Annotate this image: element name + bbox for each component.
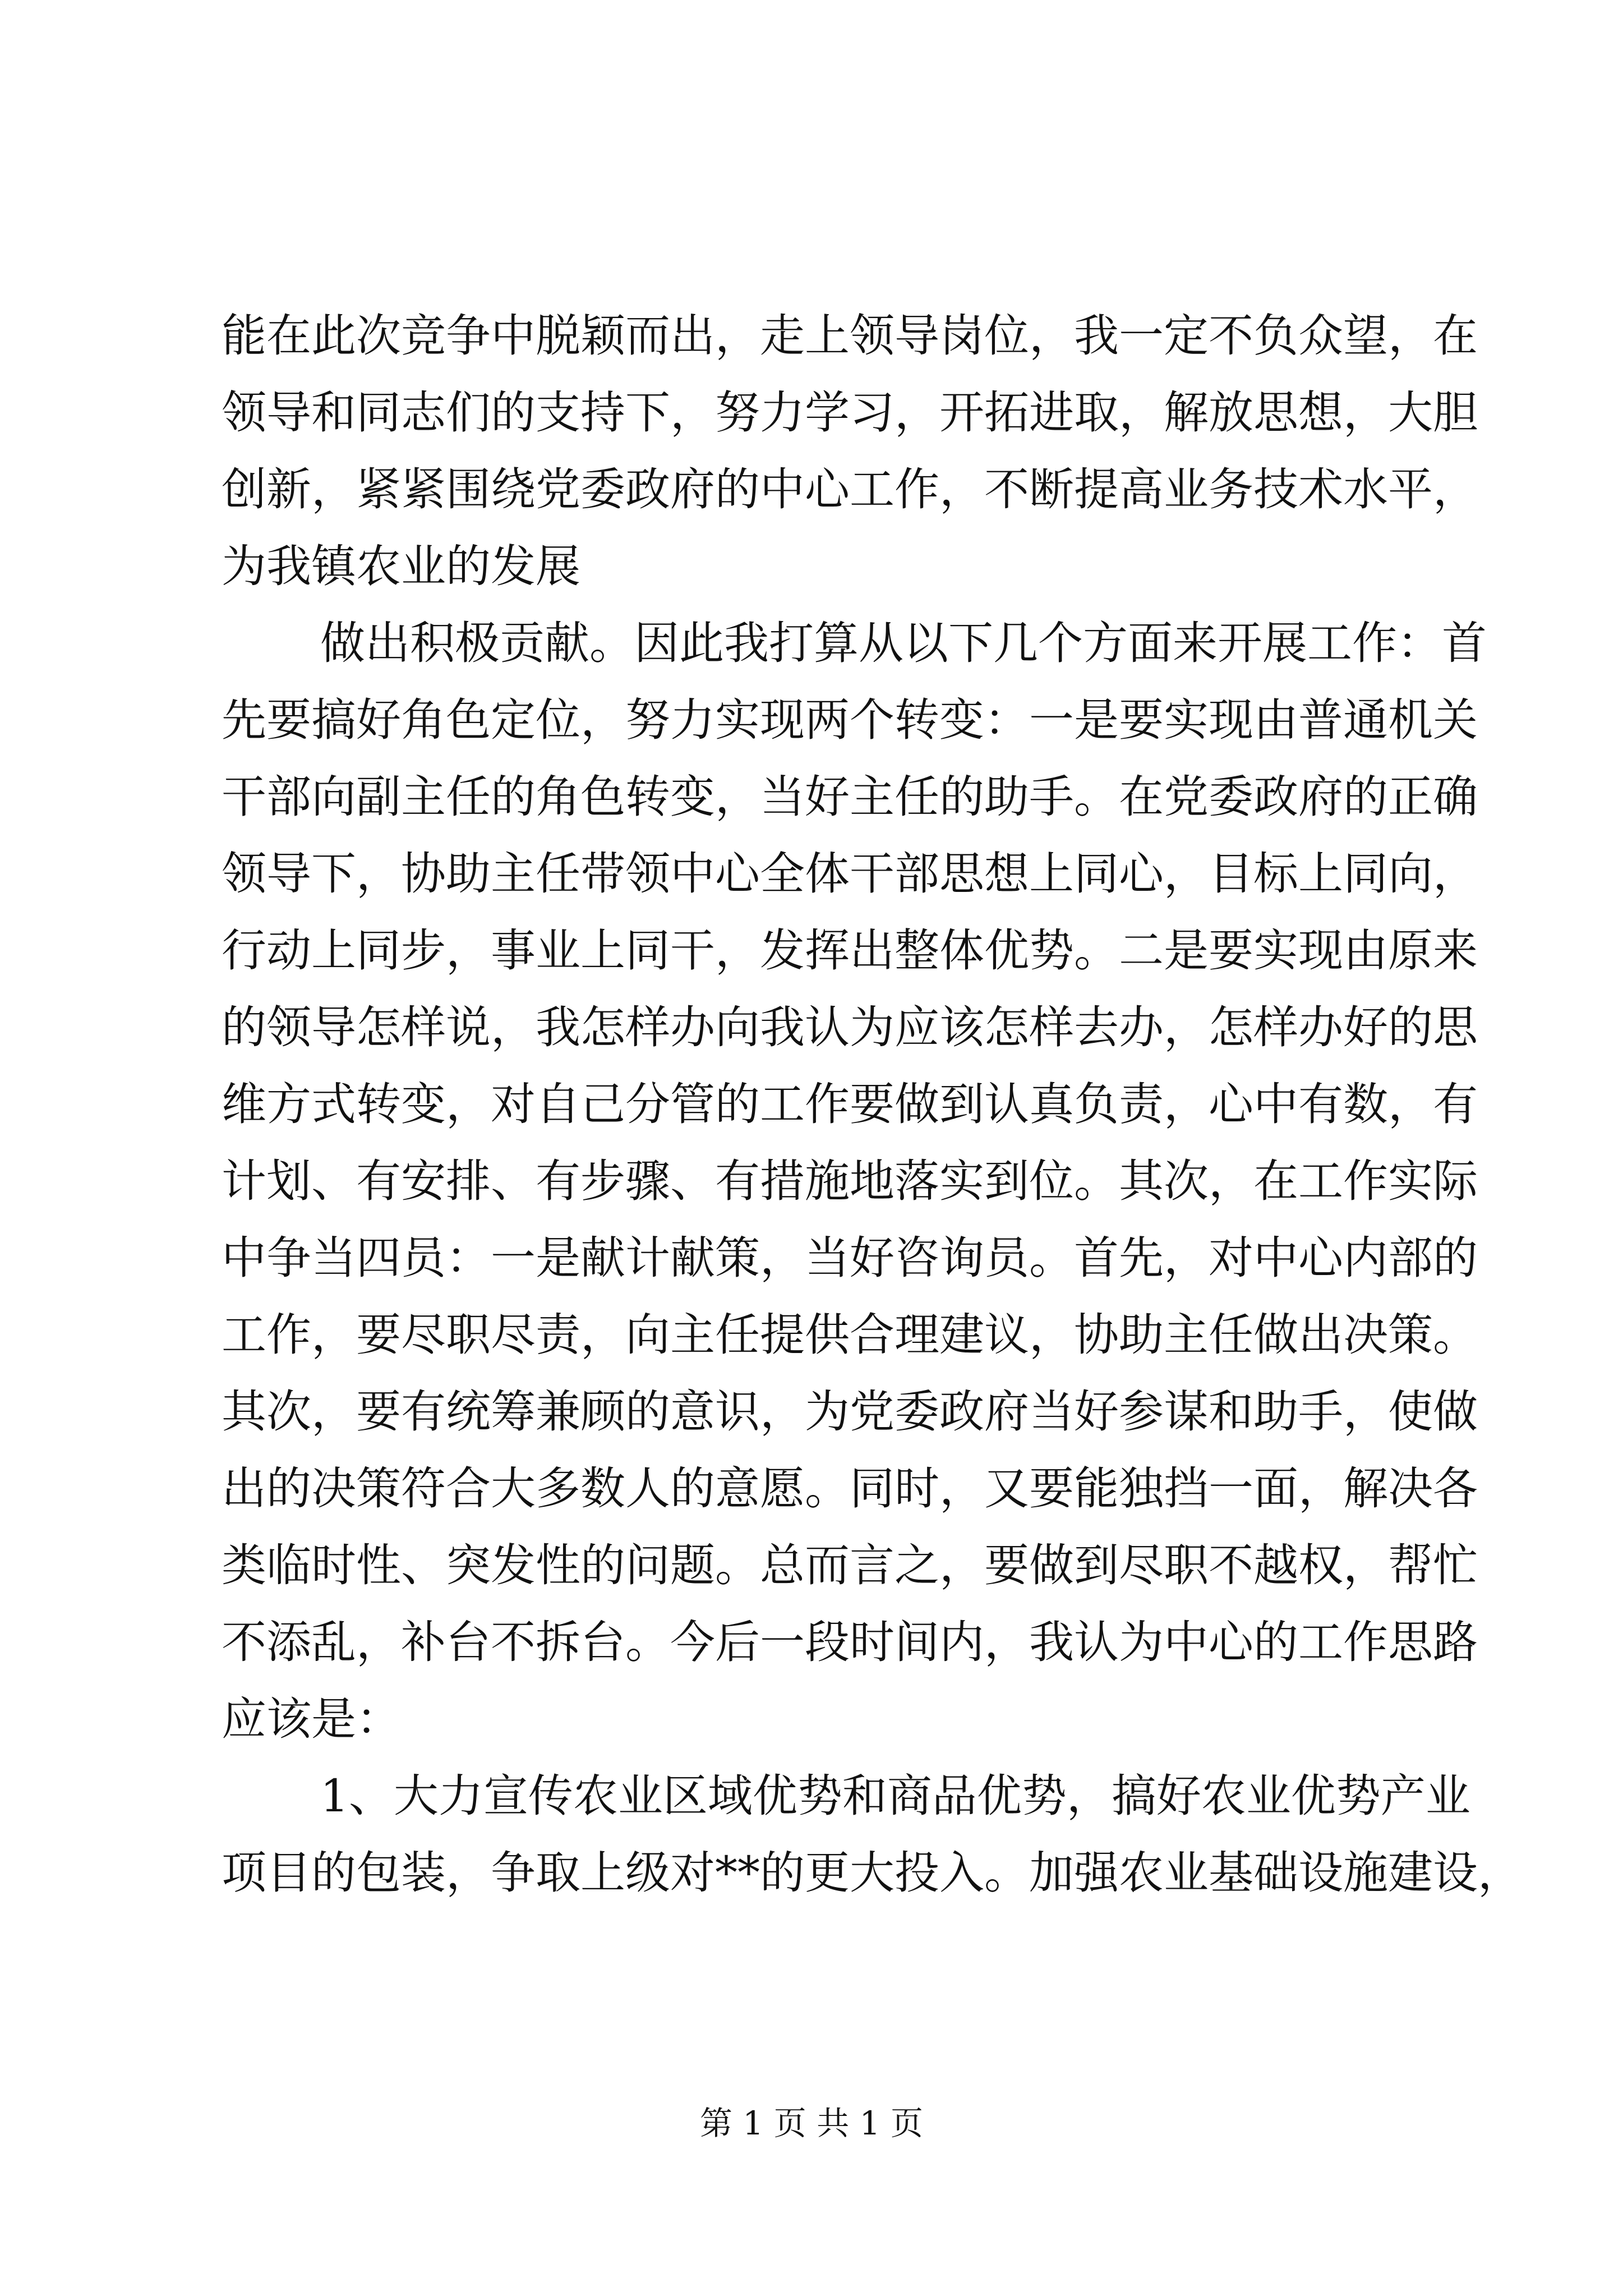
body-line-20: 1、大力宣传农业区域优势和商品优势，搞好农业优势产业 [320,1770,1470,1822]
body-line-8: 领导下，协助主任带领中心全体干部思想上同心，目标上同向， [222,848,1478,900]
body-line-1: 能在此次竞争中脱颖而出，走上领导岗位，我一定不负众望，在 [222,310,1478,362]
body-line-12: 计划、有安排、有步骤、有措施地落实到位。其次，在工作实际 [222,1155,1478,1207]
body-line-3: 创新，紧紧围绕党委政府的中心工作，不断提高业务技术水平， [222,463,1478,516]
body-line-17: 类临时性、突发性的问题。总而言之，要做到尽职不越权，帮忙 [222,1539,1478,1591]
body-line-21: 项目的包装，争取上级对**的更大投入。加强农业基础设施建设， [222,1847,1523,1899]
body-line-10: 的领导怎样说，我怎样办向我认为应该怎样去办，怎样办好的思 [222,1001,1478,1053]
body-line-9: 行动上同步，事业上同干，发挥出整体优势。二是要实现由原来 [222,924,1478,977]
body-line-5: 做出积极贡献。因此我打算从以下几个方面来开展工作：首 [320,617,1487,669]
body-line-18: 不添乱，补台不拆台。今后一段时间内，我认为中心的工作思路 [222,1616,1478,1668]
body-line-13: 中争当四员：一是献计献策，当好咨询员。首先，对中心内部的 [222,1232,1478,1284]
body-line-19: 应该是： [222,1693,401,1745]
body-line-16: 出的决策符合大多数人的意愿。同时，又要能独挡一面，解决各 [222,1462,1478,1515]
page-number-label: 第 1 页 共 1 页 [700,2104,923,2142]
body-line-6: 先要搞好角色定位，努力实现两个转变：一是要实现由普通机关 [222,694,1478,746]
body-line-4: 为我镇农业的发展 [222,540,580,592]
body-line-2: 领导和同志们的支持下，努力学习，开拓进取，解放思想，大胆 [222,386,1478,439]
body-line-11: 维方式转变，对自己分管的工作要做到认真负责，心中有数，有 [222,1078,1478,1130]
document-body [222,297,1523,1911]
body-line-7: 干部向副主任的角色转变，当好主任的助手。在党委政府的正确 [222,771,1478,823]
body-line-14: 工作，要尽职尽责，向主任提供合理建议，协助主任做出决策。 [222,1309,1478,1361]
page-footer [0,2101,1623,2146]
body-line-15: 其次，要有统筹兼顾的意识，为党委政府当好参谋和助手，使做 [222,1386,1478,1438]
